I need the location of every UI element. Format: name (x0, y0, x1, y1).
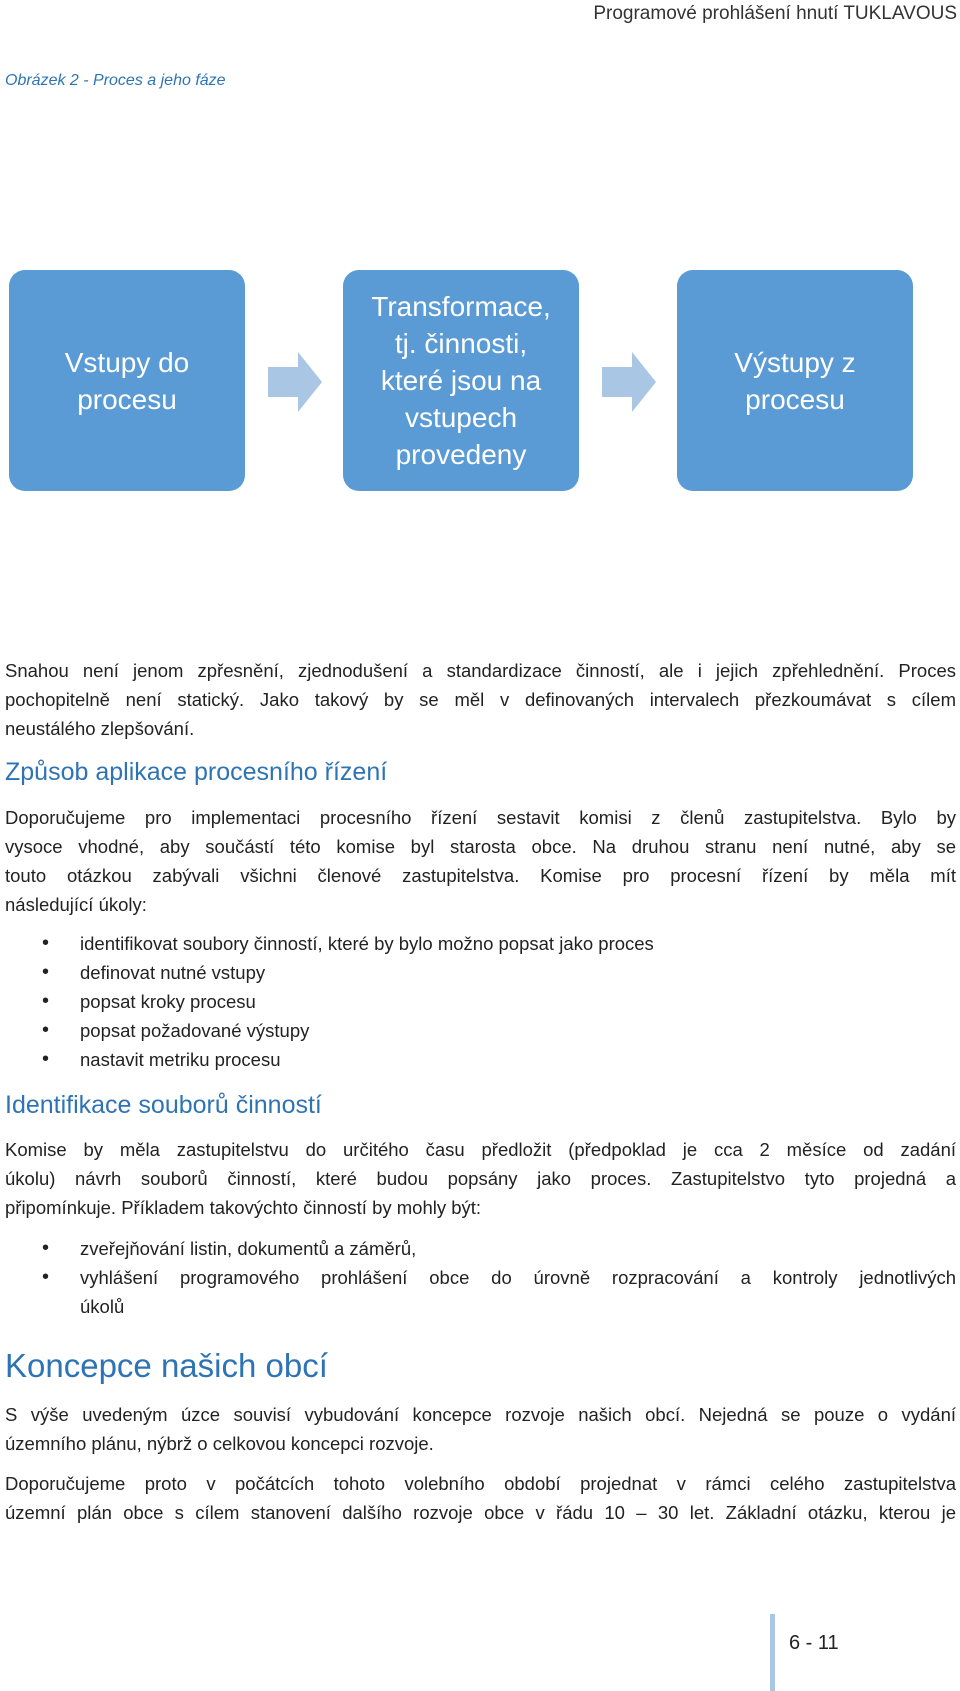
box-text-line: procesu (745, 383, 845, 415)
list-item: • nastavit metriku procesu (0, 1045, 956, 1074)
text-line: touto otázkou zabývali všichni členové zastupitelstva. Komise pro procesní řízení by měla mít (5, 865, 956, 886)
section2-paragraph (5, 1135, 956, 1222)
intro-paragraph (5, 656, 956, 743)
section-heading-activity-sets: Identifikace souborů činností (5, 1091, 322, 1119)
text-line: následující úkoly: (5, 894, 147, 915)
list-item: • popsat požadované výstupy (0, 1016, 956, 1045)
text-line: Komise by měla zastupitelstvu do určitého času předložit (předpoklad je cca 2 měsíce od zadání (5, 1139, 956, 1160)
text-line: Doporučujeme proto v počátcích tohoto volebního období projednat v rámci celého zastupitelstva (5, 1473, 956, 1494)
text-line: neustálého zlepšování. (5, 718, 195, 739)
text-line: připomínkuje. Příkladem takovýchto činností by mohly být: (5, 1197, 482, 1218)
text-line: vysoce vhodné, aby součástí této komise byl starosta obce. Na druhou stranu není nutné, aby se (5, 836, 956, 857)
process-box-transformation (343, 270, 579, 491)
section-heading-concept: Koncepce našich obcí (5, 1347, 328, 1384)
box-text-line: vstupech (404, 402, 518, 433)
text-line: pochopitelně není statický. Jako takový by se měl v definovaných intervalech přezkoumávat s cílem (5, 689, 956, 710)
section3-paragraph-2 (5, 1469, 956, 1527)
box-text-line: procesu (77, 383, 177, 415)
list-item: • vyhlášení programového prohlášení obce do úrovně rozpracování a kontroly jednotlivých (0, 1263, 956, 1292)
page-number-footer (770, 1614, 960, 1691)
example-list (0, 1234, 956, 1292)
list-item: • popsat kroky procesu (0, 987, 956, 1016)
box-text-line: tj. činnosti, (394, 328, 528, 359)
text-line: územního plánu, nýbrž o celkovou koncepci rozvoje. (5, 1433, 434, 1454)
list-item: • zveřejňování listin, dokumentů a záměrů, (0, 1234, 956, 1263)
figure-caption: Obrázek 2 - Proces a jeho fáze (5, 72, 226, 89)
section3-paragraph-1 (5, 1400, 956, 1458)
box-text-line: Vstupy do (64, 346, 190, 378)
task-list (0, 929, 956, 1074)
text-line: územní plán obce s cílem stanovení dalšího rozvoje obce v řádu 10 – 30 let. Základní otázku, kterou je (5, 1502, 956, 1523)
process-box-inputs (9, 270, 245, 491)
list-item: • identifikovat soubory činností, které by bylo možno popsat jako proces (0, 929, 956, 958)
box-text-line: Výstupy z (734, 346, 856, 378)
text-line: úkolu) návrh souborů činností, které budou popsány jako proces. Zastupitelstvo tyto projedná a (5, 1168, 956, 1189)
process-box-outputs (677, 270, 913, 491)
text-line: Snahou není jenom zpřesnění, zjednodušení a standardizace činností, ale i jejich zpřehlednění. Proces (5, 660, 956, 681)
box-text-line: provedeny (395, 439, 527, 470)
section-heading-process-management: Způsob aplikace procesního řízení (5, 758, 388, 786)
list-item: • definovat nutné vstupy (0, 958, 956, 987)
text-line: S výše uvedeným úzce souvisí vybudování koncepce rozvoje našich obcí. Nejedná se pouze o vydání (5, 1404, 956, 1425)
arrow-right-icon (268, 352, 322, 412)
list-item-continuation: úkolů (80, 1296, 125, 1317)
text-line: Doporučujeme pro implementaci procesního řízení sestavit komisi z členů zastupitelstva. Bylo by (5, 807, 956, 828)
page-number: 6 - 11 (789, 1632, 839, 1654)
section1-paragraph (5, 803, 956, 919)
running-header: Programové prohlášení hnutí TUKLAVOUS (593, 3, 957, 24)
box-text-line: Transformace, (371, 291, 551, 322)
box-text-line: které jsou na (380, 365, 542, 396)
arrow-right-icon (602, 352, 656, 412)
